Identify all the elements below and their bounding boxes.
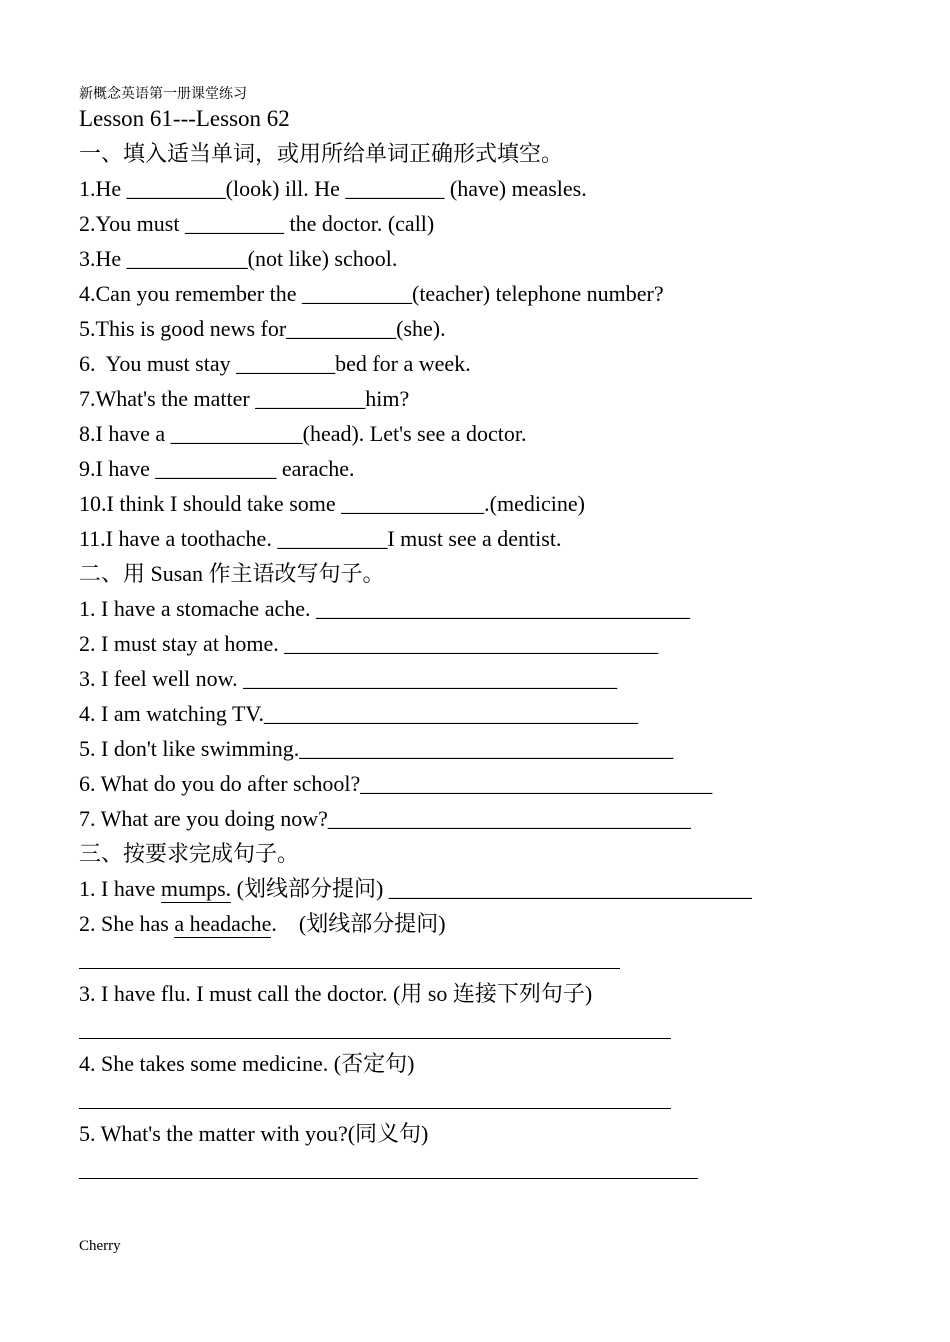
fill-blank-item: 11.I have a toothache. __________I must see a dentist. (79, 526, 562, 551)
rewrite-item: 4. I am watching TV.__________________________________ (79, 701, 638, 726)
item-text: 1. I have (79, 876, 161, 901)
answer-line (79, 968, 620, 969)
answer-line (79, 1178, 698, 1179)
transform-item-4: 4. She takes some medicine. (否定句) (79, 1051, 415, 1076)
section-3-heading: 三、按要求完成句子。 (79, 841, 300, 866)
rewrite-item: 2. I must stay at home. __________________________________ (79, 631, 659, 656)
fill-blank-item: 7.What's the matter __________him? (79, 386, 410, 411)
footer-author: Cherry (79, 1238, 121, 1254)
fill-blank-item: 9.I have ___________ earache. (79, 456, 355, 481)
fill-blank-item: 4.Can you remember the __________(teacher) telephone number? (79, 281, 664, 306)
transform-item-1 (79, 876, 752, 902)
fill-blank-item: 3.He ___________(not like) school. (79, 246, 398, 271)
fill-blank-item: 8.I have a ____________(head). Let's see a doctor. (79, 421, 527, 446)
item-text: 2. She has (79, 911, 175, 936)
fill-blank-item: 10.I think I should take some _____________.(medicine) (79, 491, 585, 516)
rewrite-item: 5. I don't like swimming.__________________________________ (79, 736, 674, 761)
answer-line (79, 1108, 671, 1109)
item-text: (划线部分提问) _________________________________ (231, 876, 752, 901)
answer-line (79, 1038, 671, 1039)
underlined-word: mumps. (160, 876, 232, 901)
rewrite-item: 7. What are you doing now?_________________________________ (79, 806, 691, 831)
section-2-heading: 二、用 Susan 作主语改写句子。 (79, 561, 385, 586)
transform-item-3: 3. I have flu. I must call the doctor. (用 so 连接下列句子) (79, 981, 593, 1006)
fill-blank-item: 5.This is good news for__________(she). (79, 316, 446, 341)
rewrite-item: 3. I feel well now. __________________________________ (79, 666, 618, 691)
transform-item-5: 5. What's the matter with you?(同义句) (79, 1121, 429, 1146)
fill-blank-item: 6. You must stay _________bed for a week. (79, 351, 471, 376)
document-header: 新概念英语第一册课堂练习 (79, 87, 247, 102)
fill-blank-item: 1.He _________(look) ill. He _________ (have) measles. (79, 176, 587, 201)
fill-blank-item: 2.You must _________ the doctor. (call) (79, 211, 435, 236)
lesson-title: Lesson 61---Lesson 62 (79, 106, 290, 131)
transform-item-2 (79, 911, 446, 937)
rewrite-item: 1. I have a stomache ache. __________________________________ (79, 596, 690, 621)
rewrite-item: 6. What do you do after school?________________________________ (79, 771, 713, 796)
item-text: . (划线部分提问) (271, 911, 446, 936)
section-1-heading: 一、填入适当单词，或用所给单词正确形式填空。 (79, 141, 564, 166)
underlined-word: a headache (174, 911, 272, 936)
